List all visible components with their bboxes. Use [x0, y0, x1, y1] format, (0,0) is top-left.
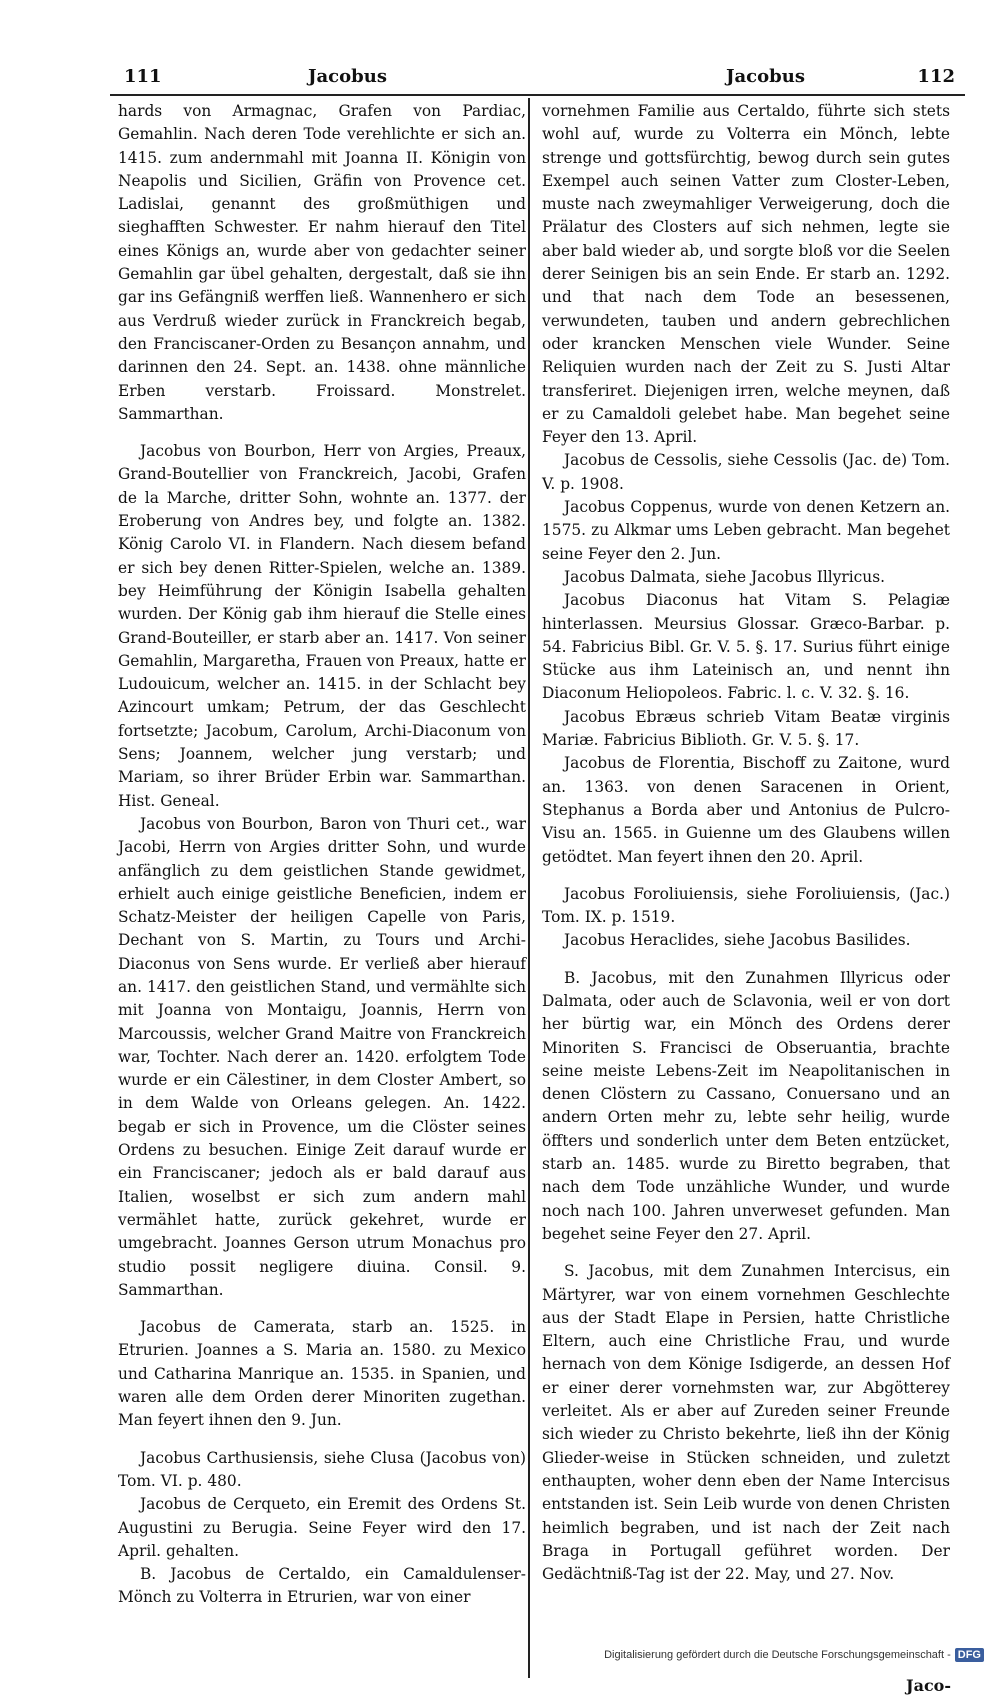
entry-paragraph: Jacobus Dalmata, siehe Jacobus Illyricus. [564, 567, 885, 586]
entry-paragraph: Jacobus de Cessolis, siehe Cessolis (Jac. de) Tom. V. p. 1908. [542, 451, 950, 493]
entry-paragraph: Jacobus de Cerqueto, ein Eremit des Ordens St. Augustini zu Berugia. Seine Feyer wird den 17. April. gehalten. [118, 1495, 526, 1560]
right-running-title: Jacobus [726, 66, 805, 87]
entry-paragraph: Jacobus Foroliuiensis, siehe Foroliuiensis, (Jac.) Tom. IX. p. 1519. [542, 884, 950, 927]
entry-paragraph: S. Jacobus, mit dem Zunahmen Intercisus, ein Märtyrer, war von einem vornehmen Geschlechte aus der Stadt Elape in Persien, hatte Christliche Eltern, auch eine Christliche Frau, und wurde hernach von dem Könige Isdigerde, an dessen Hof er einer derer vornehmsten war, zur Abgötterey verleitet. Als er aber auf Zureden seiner Freunde sich wieder zu Christo bekehrte, ließ ihn der König Glieder-weise in Stücken schneiden, und zuletzt enthaupten, woher denn eben der Name Intercisus entstanden ist. Sein Leib wurde von denen Christen heimlich begraben, und ist nach der Zeit nach Braga in Portugall geführet worden. Der Gedächtniß-Tag ist der 22. May, und 27. Nov. [542, 1262, 950, 1584]
entry-paragraph: Jacobus de Camerata, starb an. 1525. in Etrurien. Joannes a S. Maria an. 1580. zu Mexico und Catharina Manrique an. 1535. in Spanien, und waren alle dem Orden derer Minoriten zugethan. Man feyert ihnen den 9. Jun. [118, 1318, 526, 1430]
entry-paragraph: Jacobus Coppenus, wurde von denen Ketzern an. 1575. zu Alkmar ums Leben gebracht. Man begehet seine Feyer den 2. Jun. [542, 498, 950, 563]
footer-credit [604, 1648, 984, 1662]
entry-paragraph: Jacobus Carthusiensis, siehe Clusa (Jacobus von) Tom. VI. p. 480. [118, 1448, 526, 1490]
entry-paragraph: Jacobus Ebræus schrieb Vitam Beatæ virginis Mariæ. Fabricius Biblioth. Gr. V. 5. §. 17. [542, 707, 950, 750]
entry-paragraph: Jacobus von Bourbon, Herr von Argies, Preaux, Grand-Boutellier von Franckreich, Jacobi, Grafen de la Marche, dritter Sohn, wohnte an. 1377. der Eroberung von Andres bey, und folgte an. 1382. König Carolo VI. in Flandern. Nach diesem befand er sich bey denen Ritter-Spielen, welche an. 1389. bey Heimführung der Königin Isabella gehalten wurden. Der König gab ihm hierauf die Stelle eines Grand-Bouteiller, er starb aber an. 1417. Von seiner Gemahlin, Margaretha, Frauen von Preaux, hatte er Ludouicum, welcher an. 1415. in der Schlacht bey Azincourt umkam; Petrum, der das Geschlecht fortsetzte; Jacobum, Carolum, Archi-Diaconum von Sens; Joannem, welcher jung verstarb; und Mariam, so ihrer Brüder Erbin war. Sammarthan. Hist. Geneal. [118, 442, 526, 810]
entry-paragraph: hards von Armagnac, Grafen von Pardiac, Gemahlin. Nach deren Tode verehlichte er sich an. 1415. zum andernmahl mit Joanna II. Königin von Neapolis und Sicilien, Gräfin von Provence cet. Ladislai, genannt des großmüthigen und sieghafften Schwester. Er nahm hierauf den Titel eines Königs an, wurde aber von gedachter seiner Gemahlin gar übel gehalten, dergestalt, daß sie ihn gar ins Gefängniß werffen ließ. Wannenhero er sich aus Verdruß wieder zurück in Franckreich begab, den Franciscaner-Orden zu Besançon annahm, und darinnen den 24. Sept. an. 1438. ohne männliche Erben verstarb. Froissard. Monstrelet. Sammarthan. [118, 102, 526, 423]
entry-paragraph: vornehmen Familie aus Certaldo, führte sich stets wohl auf, wurde zu Volterra ein Mönch, lebte strenge und gottsfürchtig, bewog durch sein gutes Exempel auch seinen Vatter zum Closter-Leben, muste nach zweymahliger Verweigerung, doch die Prälatur des Closters auf sich nehmen, legte sie aber bald wieder ab, und sorgte bloß vor die Seelen derer Seinigen bis an sein Ende. Er starb an. 1292. und that nach dem Tode an besessenen, verwundeten, tauben und andern gebrechlichen oder krancken Menschen viele Wunder. Seine Reliquien wurden nach der Zeit zu S. Justi Altar transferiret. Diejenigen irren, welche meynen, daß er zu Camaldoli gelebet habe. Man begehet seine Feyer den 13. April. [542, 102, 950, 447]
entry-paragraph: Jacobus Heraclides, siehe Jacobus Basilides. [564, 931, 911, 950]
entry-paragraph: Jacobus von Bourbon, Baron von Thuri cet., war Jacobi, Herrn von Argies dritter Sohn, und wurde anfänglich zu dem geistlichen Stande gewidmet, erhielt auch einige geistliche Beneficien, indem er Schatz-Meister der heiligen Capelle von Paris, Dechant von S. Martin, zu Tours und Archi-Diaconus von Sens wurde. Er verließ aber hierauf an. 1417. den geistlichen Stand, und vermählte sich mit Joanna von Montaigu, Joannis, Herrn von Marcoussis, welcher Grand Maitre von Franckreich war, Tochter. Nach derer an. 1420. erfolgtem Tode wurde er ein Cälestiner, in dem Closter Ambert, so in dem Walde von Orleans gelegen. An. 1422. begab er sich in Provence, um die Clöster seines Ordens zu besuchen. Einige Zeit darauf wurde er ein Franciscaner; jedoch als er bald darauf aus Italien, woselbst er sich zum andern mahl vermählet hatte, zurück gekehret, wurde er umgebracht. Joannes Gerson utrum Monachus pro studio possit negligere diuina. Consil. 9. Sammarthan. [118, 814, 526, 1299]
right-page-number: 112 [917, 66, 955, 87]
left-page-number: 111 [124, 66, 162, 87]
running-header [110, 58, 965, 96]
entry-paragraph: B. Jacobus de Certaldo, ein Camaldulenser-Mönch zu Volterra in Etrurien, war von einer [118, 1565, 526, 1607]
entry-paragraph: B. Jacobus, mit den Zunahmen Illyricus oder Dalmata, oder auch de Sclavonia, weil er von dort her bürtig war, ein Mönch des Ordens derer Minoriten S. Francisci de Obseruantia, brachte seine meiste Lebens-Zeit im Neapolitanischen in denen Clöstern zu Cassano, Conuersano und an andern Orten mehr zu, lebte sehr heilig, wurde öffters und sonderlich unter dem Beten entzücket, starb an. 1485. wurde zu Biretto begraben, that nach dem Tode unzähliche Wunder, und wurde noch nach 100. Jahren unverweset gefunden. Man begehet seine Feyer den 27. April. [542, 968, 950, 1243]
footer-text: Digitalisierung gefördert durch die Deutsche Forschungsgemeinschaft - [604, 1649, 951, 1661]
left-running-title: Jacobus [308, 66, 387, 87]
left-column [118, 100, 526, 1610]
right-column [542, 100, 950, 1586]
column-divider [528, 98, 530, 1678]
entry-paragraph: Jacobus Diaconus hat Vitam S. Pelagiæ hinterlassen. Meursius Glossar. Græco-Barbar. p. 54. Fabricius Bibl. Gr. V. 5. §. 17. Surius führt einige Stücke aus ihm Lateinisch an, und nennt ihn Diaconum Heliopoleos. Fabric. l. c. V. 32. §. 16. [542, 591, 950, 703]
entry-paragraph: Jacobus de Florentia, Bischoff zu Zaitone, wurd an. 1363. von denen Saracenen in Orient, Stephanus a Borda aber und Antonius de Pulcro-Visu an. 1565. in Guienne um des Glaubens willen getödtet. Man feyert ihnen den 20. April. [542, 754, 950, 866]
dfg-logo: DFG [955, 1648, 984, 1662]
catchword: Jaco- [906, 1676, 951, 1695]
